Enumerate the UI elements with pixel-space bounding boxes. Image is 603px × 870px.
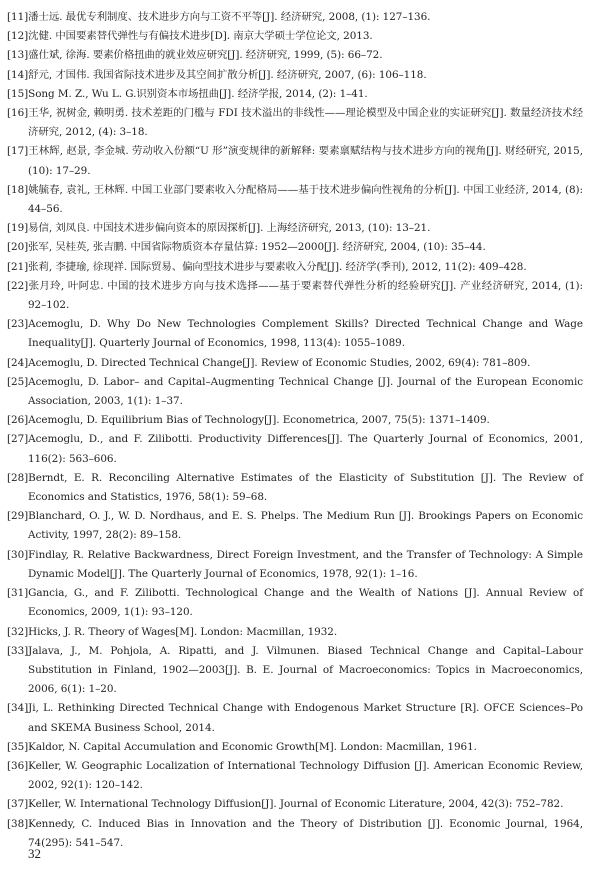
- reference-number: [24]: [7, 356, 29, 369]
- reference-number: [14]: [7, 68, 29, 81]
- reference-item: [7, 142, 583, 180]
- reference-text: 姚毓春, 袁礼, 王林辉. 中国工业部门要素收入分配格局——基于技术进步偏向性视角的分析[J]. 中国工业经济, 2014, (8): 44–56.: [28, 183, 583, 216]
- reference-item: [7, 219, 583, 238]
- reference-text: Acemoglu, D. Why Do New Technologies Complement Skills? Directed Technical Change and Wage Inequality[J]. Quarterly Journal of Economics, 1998, 113(4): 1055–1089.: [28, 318, 583, 350]
- reference-text: 王华, 祝树金, 赖明勇. 技术差距的门槛与 FDI 技术溢出的非线性——理论模型及中国企业的实证研究[J]. 数量经济技术经济研究, 2012, (4): 3–18.: [28, 107, 583, 139]
- reference-text: Keller, W. Geographic Localization of International Technology Diffusion [J]. American Economic Review, 2002, 92(1): 120–142.: [28, 759, 583, 792]
- reference-number: [19]: [7, 222, 29, 235]
- reference-number: [16]: [7, 107, 29, 120]
- reference-item: [7, 642, 583, 700]
- reference-number: [15]: [7, 87, 29, 100]
- reference-text: Ji, L. Rethinking Directed Technical Change with Endogenous Market Structure [R]. OFCE Sciences–Po and SKEMA Business School, 2014.: [28, 702, 583, 734]
- reference-number: [17]: [7, 145, 29, 158]
- reference-text: Acemoglu, D. Directed Technical Change[J]. Review of Economic Studies, 2002, 69(4): 781–809.: [28, 356, 531, 369]
- reference-item: [7, 795, 583, 814]
- reference-number: [31]: [7, 587, 29, 600]
- reference-text: Hicks, J. R. Theory of Wages[M]. London: Macmillan, 1932.: [28, 625, 338, 638]
- reference-item: [7, 738, 583, 757]
- reference-text: 张月玲, 叶阿忠. 中国的技术进步方向与技术选择——基于要素替代弹性分析的经验研究[J]. 产业经济研究, 2014, (1): 92–102.: [28, 279, 583, 312]
- reference-number: [34]: [7, 702, 29, 715]
- reference-item: [7, 815, 583, 853]
- reference-text: 潘士远. 最优专利制度、技术进步方向与工资不平等[J]. 经济研究, 2008, (1): 127–136.: [28, 11, 431, 23]
- reference-number: [22]: [7, 279, 29, 292]
- reference-item: [7, 8, 583, 27]
- reference-text: Acemoglu, D. Equilibrium Bias of Technology[J]. Econometrica, 2007, 75(5): 1371–1409.: [28, 414, 490, 427]
- reference-text: Acemoglu, D. Labor– and Capital–Augmenting Technical Change [J]. Journal of the European Economic Association, 2003, 1(1): 1–37.: [28, 375, 583, 408]
- reference-number: [27]: [7, 433, 29, 446]
- reference-item: [7, 757, 583, 795]
- reference-text: Song M. Z., Wu L. G.识别资本市场扭曲[J]. 经济学报, 2014, (2): 1–41.: [28, 87, 368, 100]
- reference-item: [7, 104, 583, 142]
- reference-item: [7, 354, 583, 373]
- reference-text: Berndt, E. R. Reconciling Alternative Estimates of the Elasticity of Substitution [J]. The Review of Economics and Statistics, 1976, 58(1): 59–68.: [28, 471, 583, 504]
- reference-text: 易信, 刘凤良. 中国技术进步偏向资本的原因探析[J]. 上海经济研究, 2013, (10): 13–21.: [28, 222, 431, 235]
- reference-item: [7, 258, 583, 277]
- reference-text: 张莉, 李捷瑜, 徐现祥. 国际贸易、偏向型技术进步与要素收入分配[J]. 经济学(季刊), 2012, 11(2): 409–428.: [28, 260, 527, 273]
- reference-item: [7, 277, 583, 315]
- reference-item: [7, 584, 583, 622]
- reference-number: [28]: [7, 471, 29, 484]
- reference-text: Gancia, G., and F. Zilibotti. Technological Change and the Wealth of Nations [J]. Annual Review of Economics, 2009, 1(1): 93–120.: [28, 587, 583, 619]
- reference-item: [7, 699, 583, 737]
- reference-item: [7, 46, 583, 65]
- reference-text: 张军, 吴桂英, 张吉鹏. 中国省际物质资本存量估算: 1952—2000[J]. 经济研究, 2004, (10): 35–44.: [28, 241, 486, 254]
- reference-text: Blanchard, O. J., W. D. Nordhaus, and E. S. Phelps. The Medium Run [J]. Brookings Papers on Economic Activity, 1997, 28(2): 89–158.: [28, 510, 583, 542]
- reference-text: Findlay, R. Relative Backwardness, Direct Foreign Investment, and the Transfer of Technology: A Simple Dynamic Model[J]. The Quarterly Journal of Economics, 1978, 92(1): 1–16.: [28, 548, 583, 580]
- reference-number: [21]: [7, 260, 29, 273]
- reference-item: [7, 411, 583, 430]
- reference-number: [29]: [7, 510, 29, 523]
- reference-text: Keller, W. International Technology Diffusion[J]. Journal of Economic Literature, 2004, 42(3): 752–782.: [28, 798, 564, 811]
- reference-item: [7, 623, 583, 642]
- reference-text: Jalava, J., M. Pohjola, A. Ripatti, and J. Vilmunen. Biased Technical Change and Capital–Labour Substitution in Finland, 1902—2003[J]. B. E. Journal of Macroeconomics: Topics in Macroeconomics, 2006, 6(1): 1–20.: [28, 644, 583, 696]
- reference-number: [18]: [7, 183, 29, 196]
- reference-item: [7, 315, 583, 353]
- reference-item: [7, 27, 583, 46]
- reference-item: [7, 66, 583, 85]
- reference-text: 舒元, 才国伟. 我国省际技术进步及其空间扩散分析[J]. 经济研究, 2007, (6): 106–118.: [28, 68, 427, 81]
- reference-number: [23]: [7, 318, 29, 331]
- reference-item: [7, 546, 583, 584]
- reference-item: [7, 469, 583, 507]
- reference-number: [11]: [7, 11, 29, 23]
- reference-item: [7, 238, 583, 257]
- reference-text: 沈健. 中国要素替代弹性与有偏技术进步[D]. 南京大学硕士学位论文, 2013.: [28, 30, 373, 43]
- page-number: 32: [28, 846, 41, 861]
- reference-text: 盛仕斌, 徐海. 要素价格扭曲的就业效应研究[J]. 经济研究, 1999, (5): 66–72.: [28, 49, 383, 62]
- reference-number: [13]: [7, 49, 29, 62]
- reference-text: 王林辉, 赵景, 李金城. 劳动收入份额“U 形”演变规律的新解释: 要素禀赋结构与技术进步方向的视角[J]. 财经研究, 2015, (10): 17–29.: [28, 145, 583, 177]
- reference-number: [35]: [7, 740, 29, 753]
- reference-text: Acemoglu, D., and F. Zilibotti. Productivity Differences[J]. The Quarterly Journal of Economics, 2001, 116(2): 563–606.: [28, 433, 583, 465]
- reference-number: [36]: [7, 759, 29, 772]
- reference-number: [12]: [7, 30, 29, 43]
- reference-number: [25]: [7, 375, 29, 388]
- reference-number: [20]: [7, 241, 29, 254]
- reference-list: [7, 8, 583, 853]
- reference-text: Kennedy, C. Induced Bias in Innovation and the Theory of Distribution [J]. Economic Journal, 1964, 74(295): 541–547.: [28, 817, 583, 849]
- reference-number: [26]: [7, 414, 29, 427]
- reference-item: [7, 430, 583, 468]
- reference-number: [32]: [7, 625, 29, 638]
- reference-number: [30]: [7, 548, 29, 561]
- reference-item: [7, 85, 583, 104]
- reference-number: [33]: [7, 644, 29, 657]
- reference-number: [38]: [7, 817, 29, 830]
- reference-item: [7, 181, 583, 219]
- reference-text: Kaldor, N. Capital Accumulation and Economic Growth[M]. London: Macmillan, 1961.: [28, 740, 477, 753]
- reference-item: [7, 507, 583, 545]
- reference-item: [7, 373, 583, 411]
- reference-number: [37]: [7, 798, 29, 811]
